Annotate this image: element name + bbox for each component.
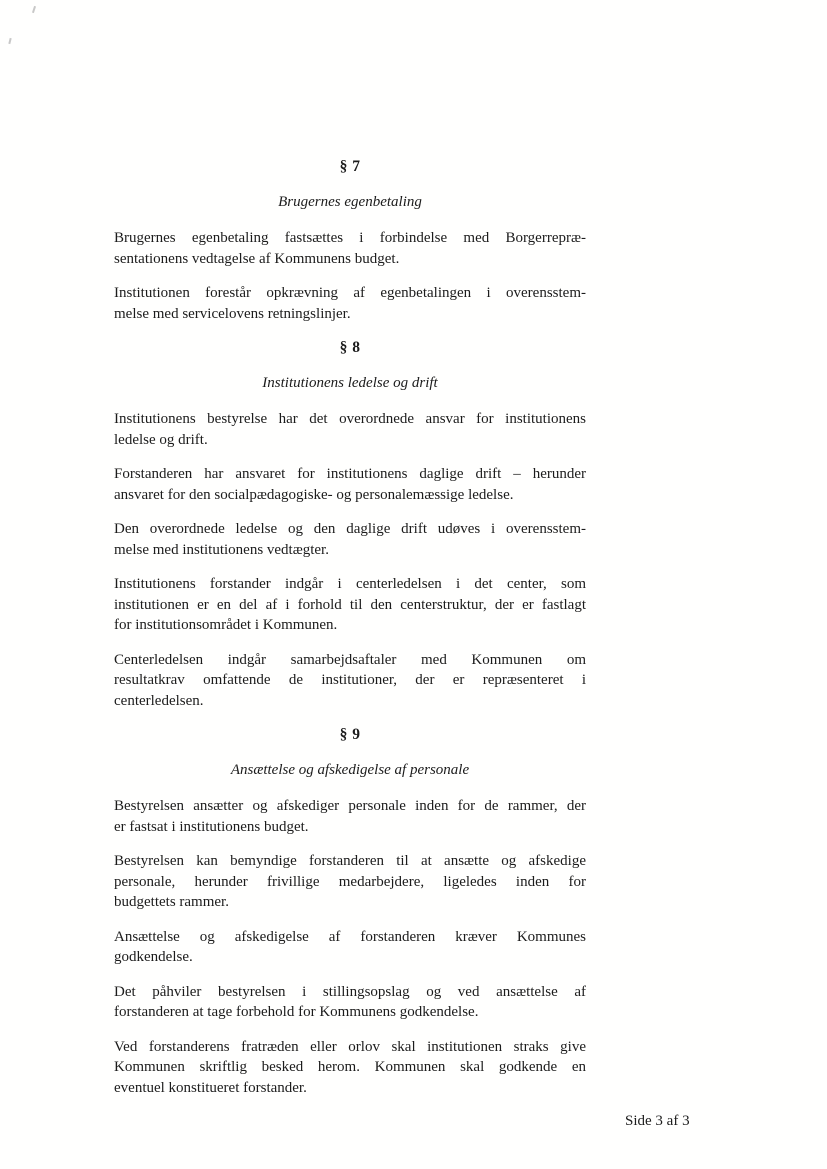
paragraph: Forstanderen har ansvaret for institutionens daglige drift – herunder ansvaret for den socialpædagogiske- og personalemæssige ledelse. xyxy=(114,466,586,503)
paragraph: Brugernes egenbetaling fastsættes i forbindelse med Borgerrepræ- sentationens vedtagelse af Kommunens budget. xyxy=(114,230,586,267)
paragraph: Ansættelse og afskedigelse af forstanderen kræver Kommunes godkendelse. xyxy=(114,928,586,965)
paragraph: Institutionens forstander indgår i centerledelsen i det center, som institutionen er en del af i forhold til den centerstruktur, der er fastlagt for institutionsområdet i Kommunen. xyxy=(114,576,586,633)
section-number: § 8 xyxy=(339,339,361,356)
scan-artifact xyxy=(8,38,11,44)
paragraph: Ved forstanderens fratræden eller orlov skal institutionen straks give Kommunen skriftlig besked herom. Kommunen skal godkende en eventuel konstitueret forstander. xyxy=(114,1038,586,1096)
paragraph: Bestyrelsen ansætter og afskediger personale inden for de rammer, der er fastsat i institutionens budget. xyxy=(114,798,586,835)
paragraph: Centerledelsen indgår samarbejdsaftaler med Kommunen om resultatkrav omfattende de institutioner, der er repræsenteret i centerledelsen. xyxy=(114,651,586,709)
section-9 xyxy=(114,725,586,1098)
section-title: Brugernes egenbetaling xyxy=(278,193,422,210)
paragraph: Den overordnede ledelse og den daglige drift udøves i overensstem- melse med institutionens vedtægter. xyxy=(114,521,586,558)
page-number: Side 3 af 3 xyxy=(625,1113,690,1129)
paragraph: Det påhviler bestyrelsen i stillingsopslag og ved ansættelse af forstanderen at tage forbehold for Kommunens godkendelse. xyxy=(114,983,586,1020)
section-number: § 9 xyxy=(339,726,361,743)
document-body xyxy=(114,157,586,1112)
paragraph: Bestyrelsen kan bemyndige forstanderen til at ansætte og afskedige personale, herunder frivillige medarbejdere, ligeledes inden for budgettets rammer. xyxy=(114,853,586,910)
section-title: Ansættelse og afskedigelse af personale xyxy=(230,761,470,778)
section-title: Institutionens ledelse og drift xyxy=(262,374,438,391)
scan-artifact xyxy=(32,6,36,13)
section-8 xyxy=(114,338,586,711)
section-number: § 7 xyxy=(339,158,361,175)
paragraph: Institutionen forestår opkrævning af egenbetalingen i overensstem- melse med servicelovens retningslinjer. xyxy=(114,285,586,322)
paragraph: Institutionens bestyrelse har det overordnede ansvar for institutionens ledelse og drift. xyxy=(114,411,586,448)
section-7 xyxy=(114,157,586,324)
